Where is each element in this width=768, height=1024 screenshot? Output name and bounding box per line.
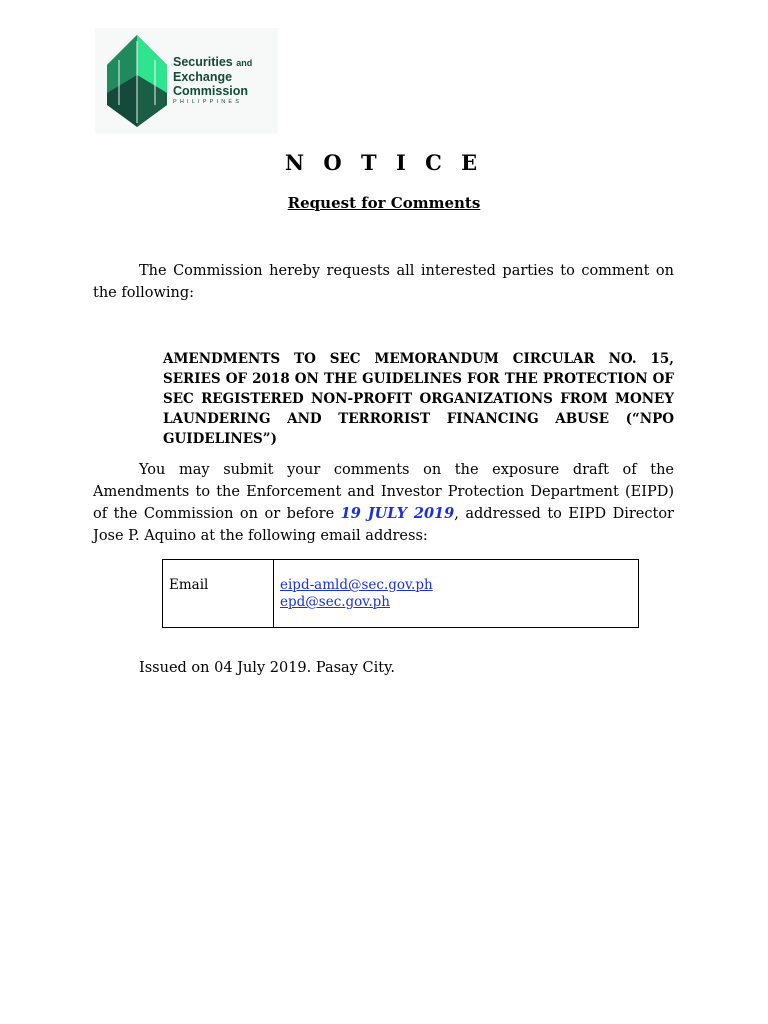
- email-link-eipd-amld[interactable]: eipd-amld@sec.gov.ph: [280, 577, 433, 593]
- sec-logo-wordmark: [173, 55, 252, 107]
- logo-line-1-small: and: [236, 58, 253, 68]
- intro-paragraph: The Commission hereby requests all interested parties to comment on the following:: [93, 263, 674, 301]
- email-label: Email: [163, 560, 274, 628]
- table-row: [163, 560, 639, 628]
- notice-title: N O T I C E: [284, 150, 484, 175]
- issued-line: Issued on 04 July 2019. Pasay City.: [139, 660, 395, 676]
- deadline-date: 19 JULY 2019: [340, 505, 455, 522]
- sec-logo-mark-icon: [107, 35, 167, 127]
- submission-paragraph: [93, 460, 674, 547]
- submission-text-2: , addressed to EIPD Director Jose P. Aquino at the following email address:: [93, 506, 674, 544]
- amendment-title: AMENDMENTS TO SEC MEMORANDUM CIRCULAR NO. 15, SERIES OF 2018 ON THE GUIDELINES FOR THE PROTECTION OF SEC REGISTERED NON-PROFIT ORGANIZATIONS FROM MONEY LAUNDERING AND TERRORIST FINANCING ABUSE (“NPO GUIDELINES”): [163, 351, 674, 447]
- logo-line-1: Securities: [173, 55, 233, 69]
- sec-logo: [95, 28, 278, 134]
- logo-line-3: Commission: [173, 84, 249, 98]
- logo-line-4: PHILIPPINES: [173, 99, 243, 105]
- logo-line-2: Exchange: [173, 70, 233, 84]
- email-table: [162, 559, 639, 628]
- email-link-epd[interactable]: epd@sec.gov.ph: [280, 594, 390, 610]
- submission-text-1: You may submit your comments on the exposure draft of the Amendments to the Enforcement and Investor Protection Department (EIPD) of the Commission on or before: [93, 462, 674, 522]
- notice-subtitle: Request for Comments: [287, 194, 481, 212]
- email-addresses-cell: [274, 560, 639, 628]
